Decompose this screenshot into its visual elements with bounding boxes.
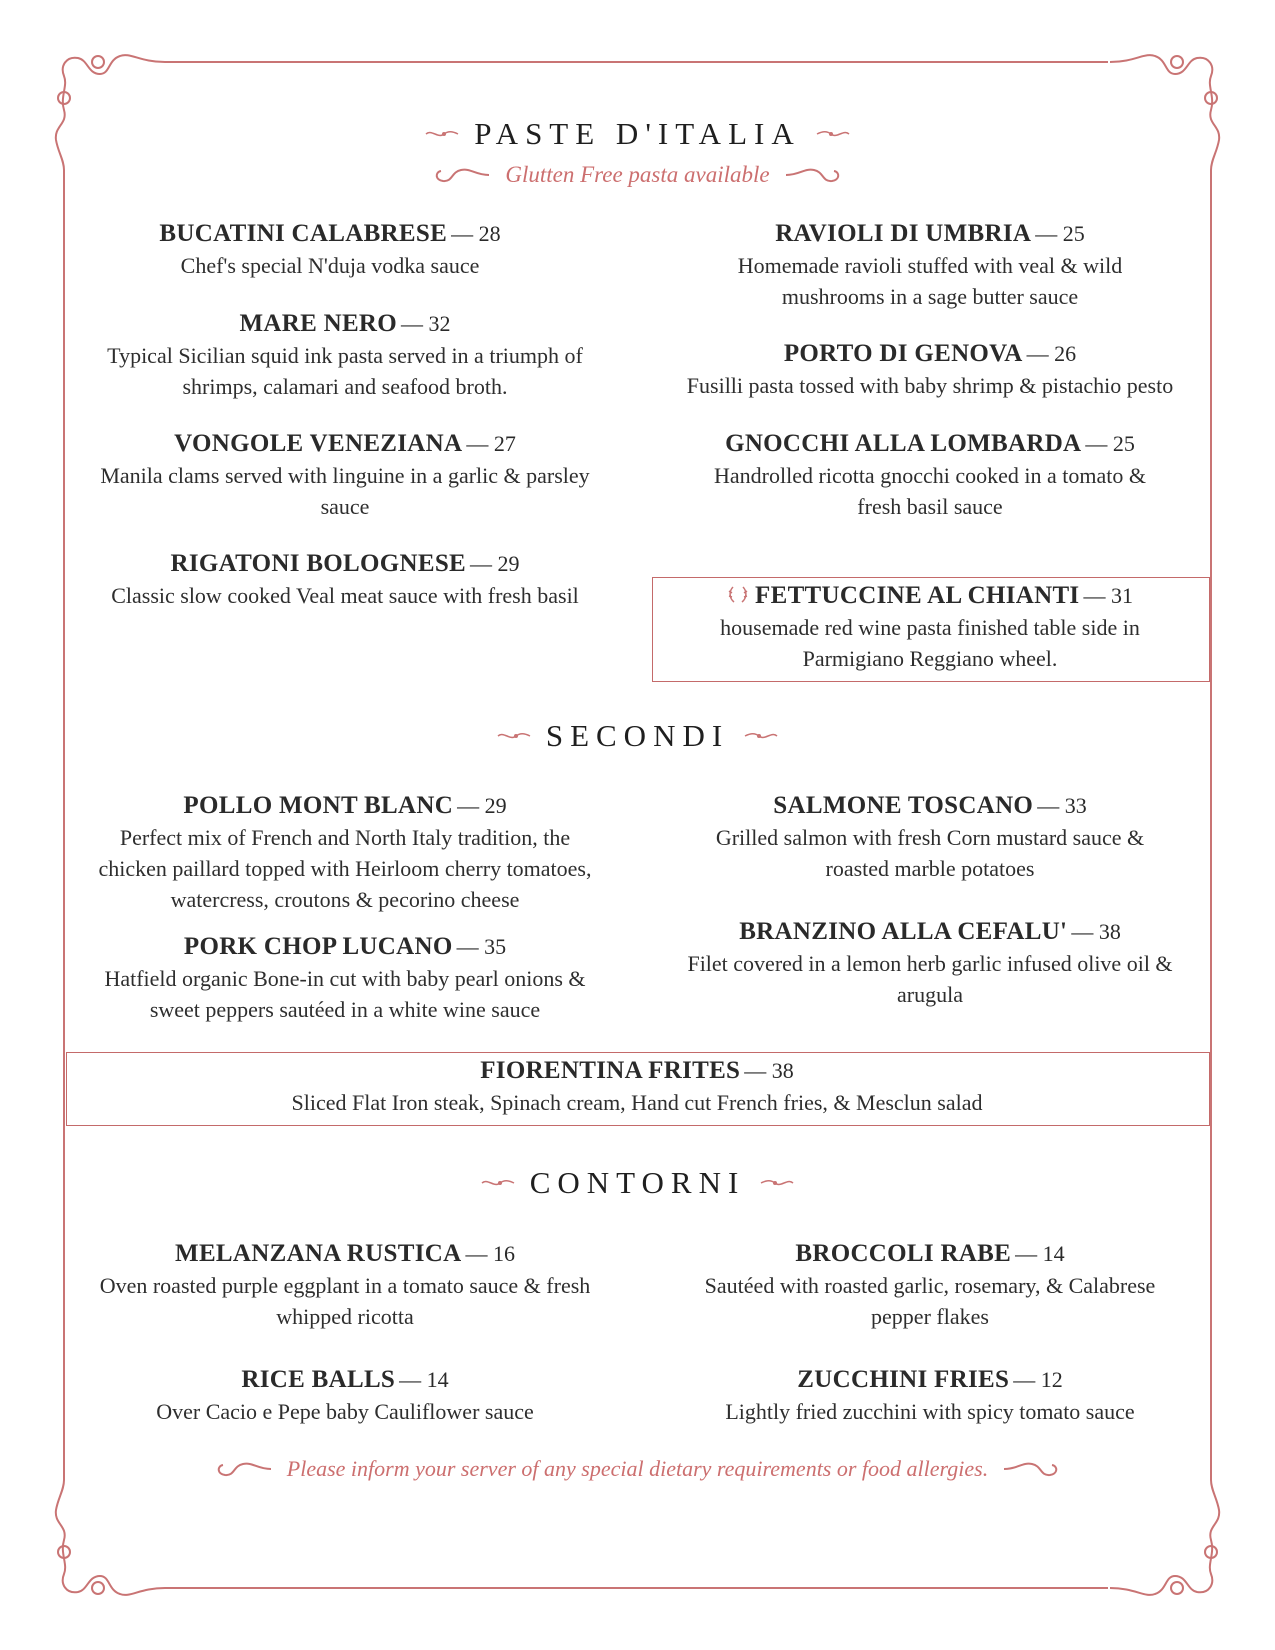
menu-item: GNOCCHI ALLA LOMBARDA — 25 Handrolled ricotta gnocchi cooked in a tomato & fresh basil sauce bbox=[714, 430, 1146, 519]
menu-item: RICE BALLS — 14 Over Cacio e Pepe baby Cauliflower sauce bbox=[156, 1366, 534, 1424]
menu-item: PORTO DI GENOVA — 26 Fusilli pasta tossed with baby shrimp & pistachio pesto bbox=[686, 340, 1174, 398]
menu-item: BROCCOLI RABE — 14 Sautéed with roasted garlic, rosemary, & Calabrese pepper flakes bbox=[704, 1240, 1156, 1329]
menu-item: ZUCCHINI FRIES — 12 Lightly fried zucchini with spicy tomato sauce bbox=[725, 1366, 1135, 1424]
menu-item: RAVIOLI DI UMBRIA — 25 Homemade ravioli stuffed with veal & wild mushrooms in a sage butter sauce bbox=[737, 220, 1123, 309]
menu-item: VONGOLE VENEZIANA — 27 Manila clams served with linguine in a garlic & parsley sauce bbox=[100, 430, 590, 519]
corner-flourish-icon bbox=[1110, 55, 1219, 170]
flourish-right-icon bbox=[784, 164, 844, 186]
corner-flourish-icon bbox=[1110, 1480, 1219, 1595]
flourish-right-icon bbox=[743, 729, 779, 743]
menu-item: SALMONE TOSCANO — 33 Grilled salmon with fresh Corn mustard sauce & roasted marble potatoes bbox=[715, 792, 1145, 881]
menu-item-featured: FIORENTINA FRITES — 38 Sliced Flat Iron steak, Spinach cream, Hand cut French fries, & Mesclun salad bbox=[291, 1057, 983, 1115]
menu-item-featured: FETTUCCINE AL CHIANTI — 31 housemade red wine pasta finished table side in Parmigiano Reggiano wheel. bbox=[720, 582, 1140, 671]
flourish-right-icon bbox=[815, 127, 851, 141]
menu-item: MARE NERO — 32 Typical Sicilian squid ink pasta served in a triumph of shrimps, calamari and seafood broth. bbox=[107, 310, 583, 399]
corner-flourish-icon bbox=[56, 55, 165, 170]
menu-item: MELANZANA RUSTICA — 16 Oven roasted purple eggplant in a tomato sauce & fresh whipped ricotta bbox=[99, 1240, 591, 1329]
flourish-left-icon bbox=[480, 1176, 516, 1190]
flourish-left-icon bbox=[496, 729, 532, 743]
flourish-right-icon bbox=[1002, 1458, 1062, 1480]
gluten-free-note: Glutten Free pasta available bbox=[0, 162, 1275, 188]
section-title-secondi: SECONDI bbox=[0, 718, 1275, 754]
flourish-left-icon bbox=[431, 164, 491, 186]
menu-item: POLLO MONT BLANC — 29 Perfect mix of French and North Italy tradition, the chicken paillard topped with Heirloom cherry tomatoes, watercress, croutons & pecorino cheese bbox=[98, 792, 592, 912]
flourish-left-icon bbox=[424, 127, 460, 141]
menu-item: BUCATINI CALABRESE — 28 Chef's special N'duja vodka sauce bbox=[159, 220, 501, 278]
allergy-note: Please inform your server of any special dietary requirements or food allergies. bbox=[0, 1456, 1275, 1482]
section-title-contorni: CONTORNI bbox=[0, 1165, 1275, 1201]
menu-item: PORK CHOP LUCANO — 35 Hatfield organic Bone-in cut with baby pearl onions & sweet peppers sautéed in a white wine sauce bbox=[104, 933, 586, 1022]
corner-flourish-icon bbox=[56, 1480, 165, 1595]
menu-item: RIGATONI BOLOGNESE — 29 Classic slow cooked Veal meat sauce with fresh basil bbox=[111, 550, 579, 608]
menu-item: BRANZINO ALLA CEFALU' — 38 Filet covered in a lemon herb garlic infused olive oil & arugula bbox=[687, 918, 1173, 1007]
section-title-pasta: PASTE D'ITALIA bbox=[0, 116, 1275, 152]
flourish-right-icon bbox=[759, 1176, 795, 1190]
flourish-left-icon bbox=[213, 1458, 273, 1480]
laurel-icon bbox=[727, 584, 749, 606]
